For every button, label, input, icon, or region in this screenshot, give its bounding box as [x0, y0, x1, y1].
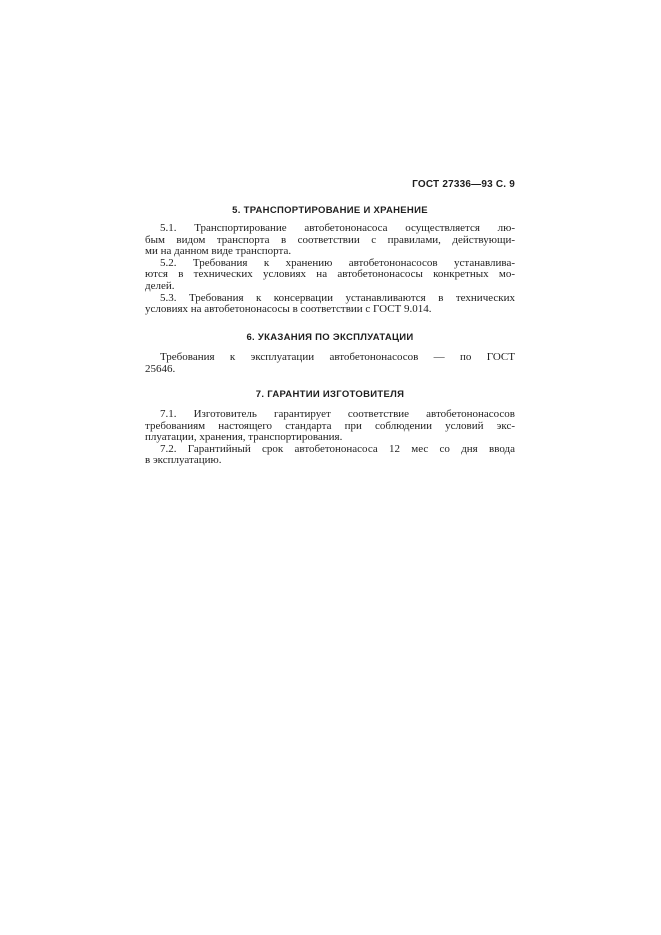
- section-6-body: [145, 352, 515, 375]
- para-7-2-line-2: в эксплуатацию.: [145, 454, 222, 467]
- para-5-1-line-1: 5.1. Транспортирование автобетононасоса осуществляется лю-: [160, 222, 515, 234]
- para-5-3-line-2: условиях на автобетононасосы в соответствии с ГОСТ 9.014.: [145, 303, 432, 316]
- para-5-2-line-1: 5.2. Требования к хранению автобетононасосов устанавлива-: [160, 256, 515, 269]
- para-5-1-line-3: ми на данном виде транспорта.: [145, 245, 292, 258]
- page-header-doc-ref: ГОСТ 27336—93 С. 9: [412, 179, 515, 190]
- section-5-title: 5. ТРАНСПОРТИРОВАНИЕ И ХРАНЕНИЕ: [232, 205, 428, 216]
- para-5-2-line-2: ются в технических условиях на автобетононасосы конкретных мо-: [145, 268, 515, 281]
- para-5-1-line-2: бым видом транспорта в соответствии с правилами, действующи-: [145, 233, 515, 246]
- para-5-3-line-1: 5.3. Требования к консервации устанавливаются в технических: [160, 291, 515, 304]
- para-7-1-line-3: плуатации, хранения, транспортирования.: [145, 431, 343, 444]
- para-7-1-line-2: требованиям настоящего стандарта при соблюдении условий экс-: [145, 419, 515, 432]
- para-6-line-1: Требования к эксплуатации автобетононасосов — по ГОСТ: [160, 351, 515, 363]
- para-6-line-2: 25646.: [145, 362, 176, 375]
- para-5-2-line-3: делей.: [145, 279, 175, 292]
- section-7-body: [145, 409, 515, 467]
- para-7-2-line-1: 7.2. Гарантийный срок автобетононасоса 12 мес со дня ввода: [160, 442, 515, 455]
- para-7-1-line-1: 7.1. Изготовитель гарантирует соответствие автобетононасосов: [160, 408, 515, 420]
- section-7-title: 7. ГАРАНТИИ ИЗГОТОВИТЕЛЯ: [255, 389, 405, 400]
- section-5-body: [145, 223, 515, 316]
- section-6-title: 6. УКАЗАНИЯ ПО ЭКСПЛУАТАЦИИ: [246, 332, 414, 343]
